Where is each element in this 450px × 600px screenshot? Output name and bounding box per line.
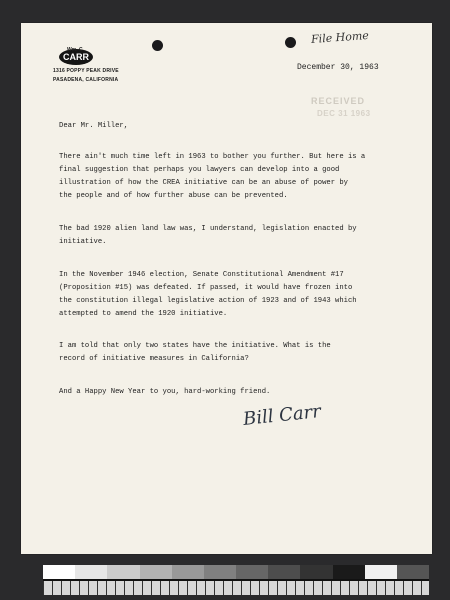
letterhead-logo <box>59 49 93 65</box>
paragraph-5 <box>59 386 419 399</box>
letterhead-name: CARR <box>63 52 89 62</box>
color-calibration-ruler <box>43 565 429 595</box>
paragraph-line: (Proposition #15) was defeated. If passed, it would have frozen into <box>59 284 353 292</box>
received-stamp-date: DEC 31 1963 <box>317 109 371 118</box>
letterhead-street: 1316 POPPY PEAK DRIVE <box>53 68 119 74</box>
letterhead-initials: Wm. C. <box>67 47 84 53</box>
measurement-scale <box>43 581 429 595</box>
paragraph-line: illustration of how the CREA initiative can be an abuse of power by <box>59 179 348 187</box>
paragraph-line: attempted to amend the 1920 initiative. <box>59 310 228 318</box>
paragraph-1 <box>59 151 419 203</box>
paragraph-line: The bad 1920 alien land law was, I understand, legislation enacted by <box>59 225 357 233</box>
paragraph-line: I am told that only two states have the initiative. What is the <box>59 342 331 350</box>
paragraph-line: In the November 1946 election, Senate Constitutional Amendment #17 <box>59 271 344 279</box>
letterhead <box>53 47 119 83</box>
paragraph-4 <box>59 340 419 366</box>
salutation: Dear Mr. Miller, <box>59 122 129 130</box>
punch-hole-left <box>152 40 163 51</box>
letter-date: December 30, 1963 <box>297 63 379 72</box>
paragraph-line: record of initiative measures in California? <box>59 355 249 363</box>
paragraph-line: initiative. <box>59 238 107 246</box>
letter-page <box>21 23 432 554</box>
paragraph-line: the people and of how further abuse can be prevented. <box>59 192 288 200</box>
handwritten-note: File Home <box>310 28 370 47</box>
paragraph-line: final suggestion that perhaps you lawyers can develop into a good <box>59 166 340 174</box>
punch-hole-right <box>285 37 296 48</box>
signature: Bill Carr <box>242 400 322 431</box>
paragraph-3 <box>59 269 419 321</box>
paragraph-2 <box>59 223 419 249</box>
letterhead-city: PASADENA, CALIFORNIA <box>53 77 119 83</box>
paragraph-line: And a Happy New Year to you, hard-working friend. <box>59 388 271 396</box>
paragraph-line: There ain't much time left in 1963 to bother you further. But here is a <box>59 153 366 161</box>
paragraph-line: the constitution illegal legislative action of 1923 and of 1943 which <box>59 297 357 305</box>
grayscale-strip <box>43 565 429 579</box>
received-stamp: RECEIVED <box>311 96 366 106</box>
